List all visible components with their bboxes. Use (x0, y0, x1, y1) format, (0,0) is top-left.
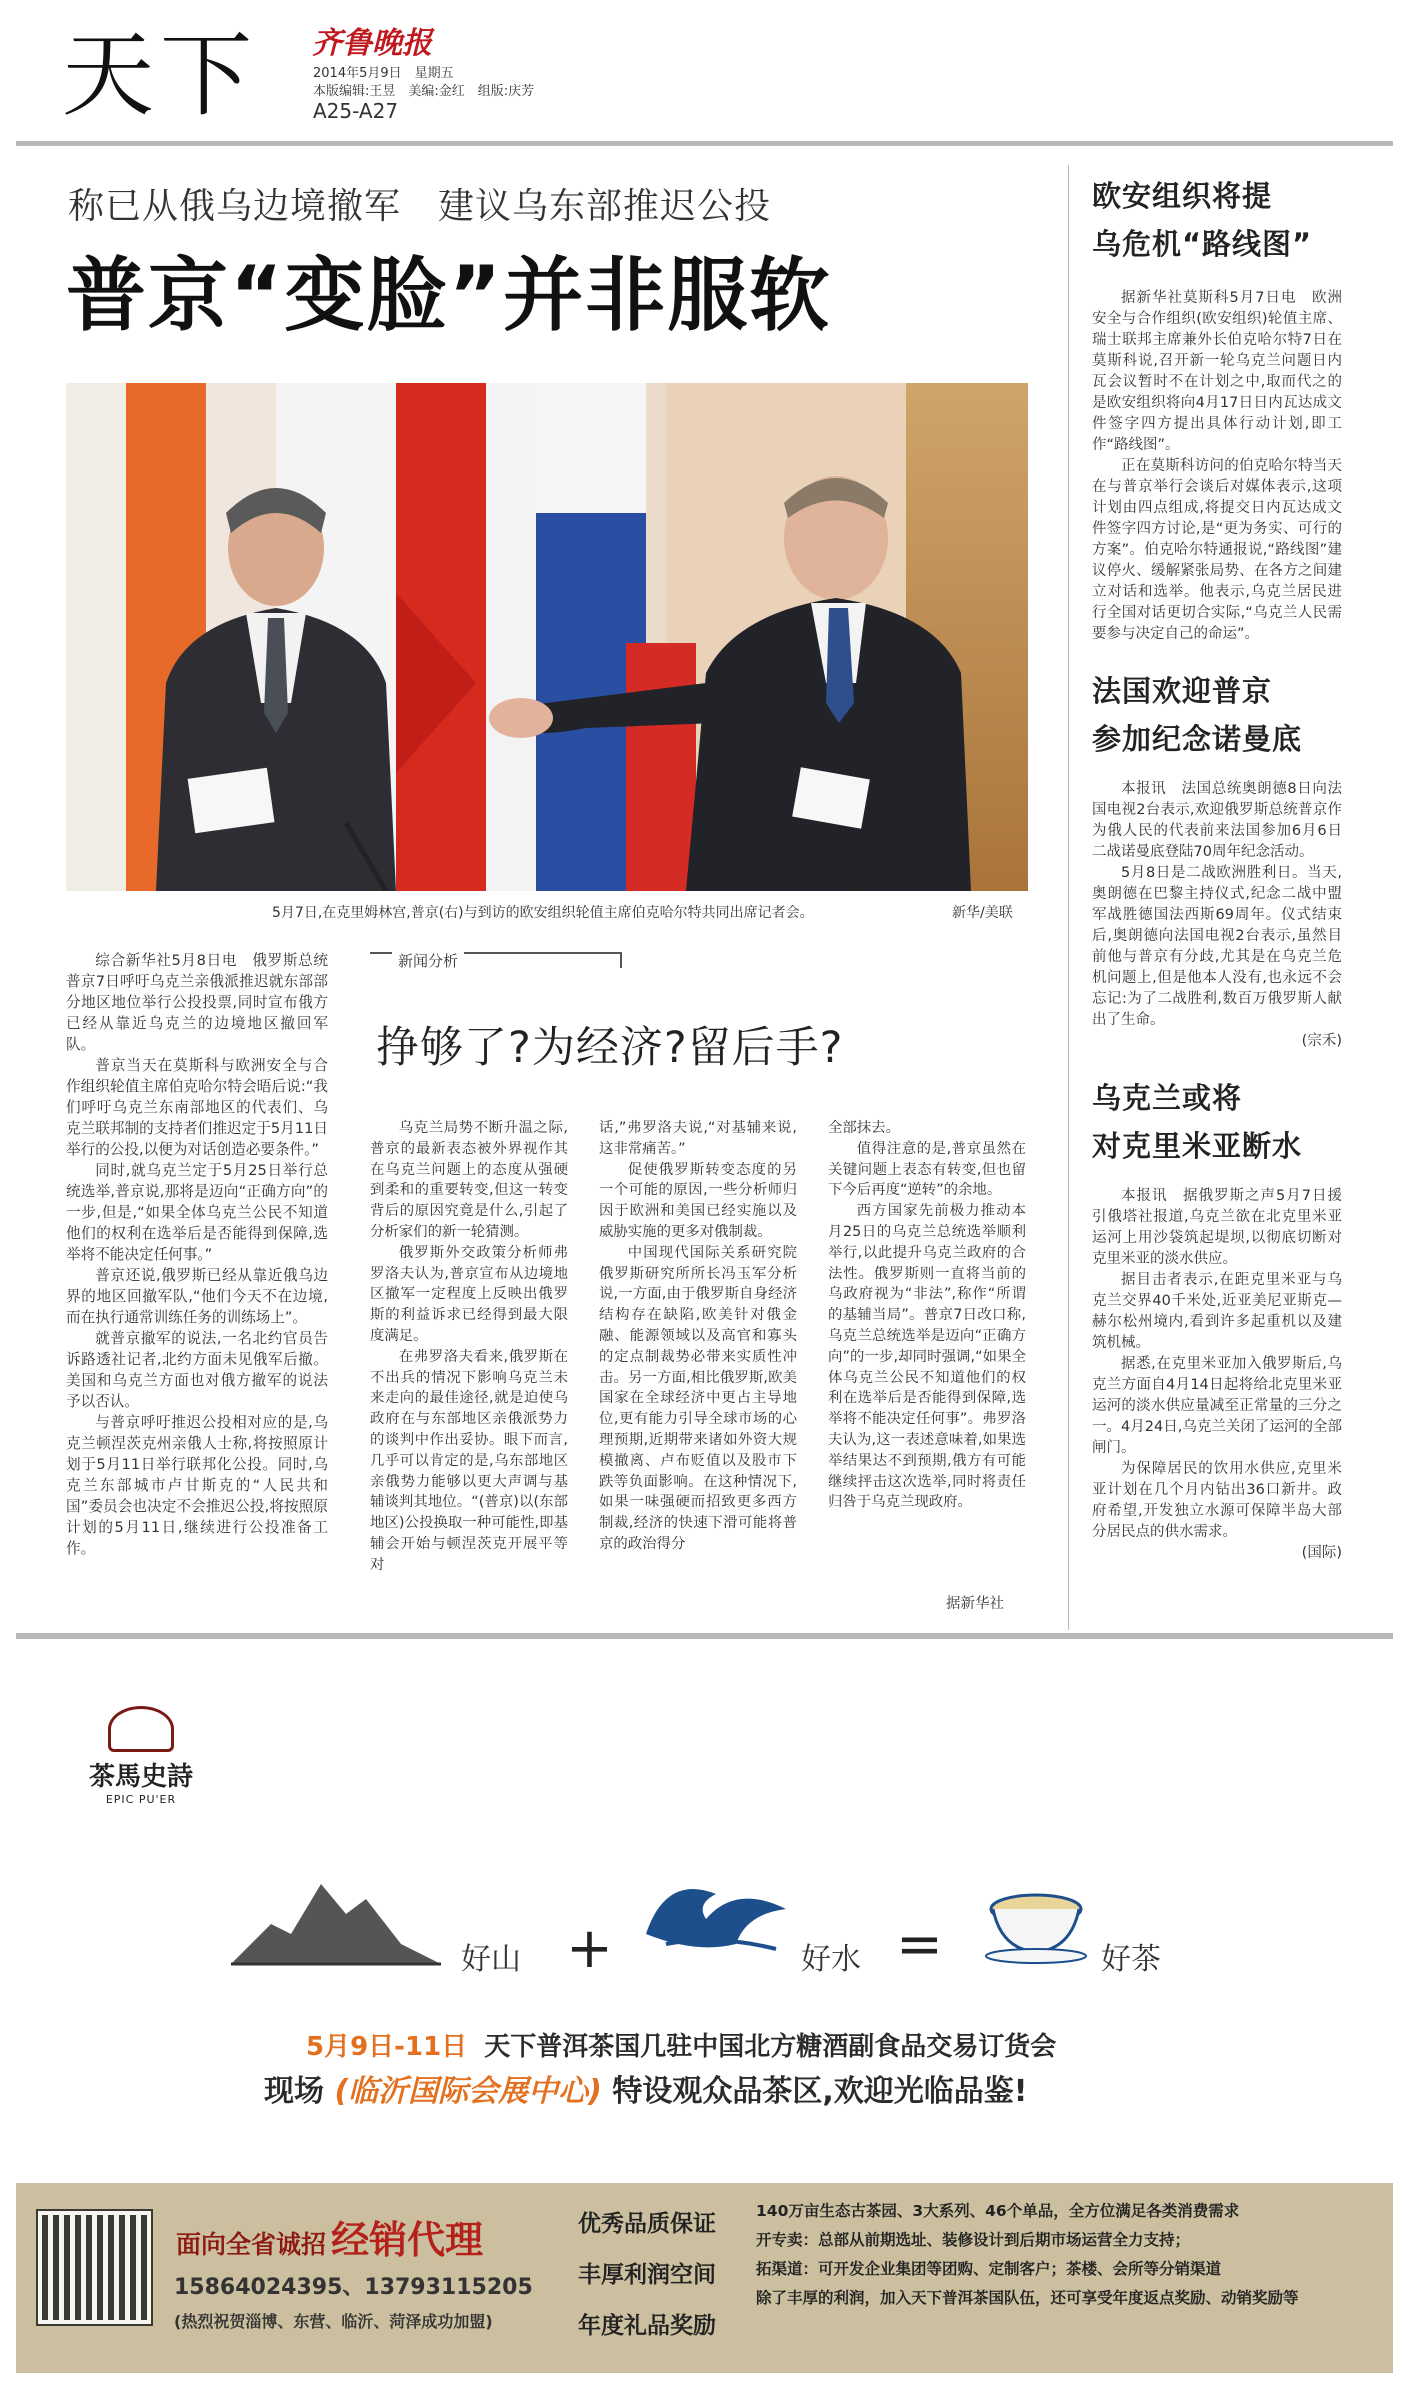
sidebar-title-line: 法国欢迎普京 (1092, 674, 1273, 708)
lead-photo (66, 383, 1028, 891)
analysis-paragraph: 西方国家先前极力推动本月25日的乌克兰总统选举顺利举行,以此提升乌克兰政府的合法性。俄罗斯则一直将当前的乌政府视为“非法”,称作“所谓的基辅当局”。普京7日改口称,乌克兰总统选举是迈向“正确方向”的一步,却同时强调,“如果全体乌克兰公民不知道他们的权利在选举后是否能得到保障,选举将不能决定任何事”。弗罗洛夫认为,这一表述意味着,如果选举结果达不到预期,俄方有可能继续抨击这次选举,同时将责任归咎于乌克兰现政府。 (828, 1203, 1026, 1511)
lead-body (66, 950, 328, 1559)
sidebar-divider (1068, 165, 1069, 1630)
event-title: 天下普洱茶国几驻中国北方糖酒副食品交易订货会 (484, 2032, 1057, 2062)
lead-paragraph: 同时,就乌克兰定于5月25日举行总统选举,普京说,那将是迈向“正确方向”的一步,但是,“如果全体乌克兰公民不知道他们的权利在选举后是否能得到保障,选举将不能决定任何事。” (66, 1162, 328, 1263)
photo-caption: 5月7日,在克里姆林宫,普京(右)与到访的欧安组织轮值主席伯克哈尔特共同出席记者会。 (272, 905, 814, 921)
sidebar-story (1092, 172, 1342, 645)
masthead-rule (16, 141, 1393, 146)
event-invite: 特设观众品茶区,欢迎光临品鉴! (612, 2074, 1028, 2109)
analysis-paragraph: 值得注意的是,普京虽然在关键问题上表态有转变,但也留下今后再度“逆转”的余地。 (828, 1140, 1026, 1199)
ad-top-rule (16, 1633, 1393, 1639)
benefit-item: 年度礼品奖励 (578, 2313, 716, 2339)
detail-line: 拓渠道：可开发企业集团等团购、定制客户；茶楼、会所等分销渠道 (756, 2260, 1222, 2278)
lead-paragraph: 与普京呼吁推迟公投相对应的是,乌克兰顿涅茨克州亲俄人士称,将按照原计划于5月11日举行联邦化公投。同时,乌克兰东部城市卢甘斯克的“人民共和国”委员会也决定不会推迟公投,将按照原计划的5月11日,继续进行公投准备工作。 (66, 1414, 328, 1557)
analysis-paragraph: 乌克兰局势不断升温之际,普京的最新表态被外界视作其在乌克兰问题上的态度从强硬到柔和的重要转变,但这一转变背后的原因究竟是什么,引起了分析家们的新一轮猜测。 (370, 1120, 568, 1240)
sidebar-paragraph: 据新华社莫斯科5月7日电 欧洲安全与合作组织(欧安组织)轮值主席、瑞士联邦主席兼外长伯克哈尔特7日在莫斯科说,召开新一轮乌克兰问题日内瓦会议暂时不在计划之中,取而代之的是欧安组织将向4月17日日内瓦达成文件签字四方提出具体行动计划,即工作“路线图”。 (1092, 290, 1342, 453)
sidebar-story-title (1092, 667, 1342, 763)
analysis-headline: 挣够了?为经济?留后手? (376, 1023, 844, 1073)
detail-line: 140万亩生态古茶园、3大系列、46个单品，全方位满足各类消费需求 (756, 2202, 1240, 2220)
details-list (756, 2197, 1376, 2313)
formula-plus: + (566, 1916, 613, 1981)
recruit-banner (16, 2183, 1393, 2373)
detail-line: 开专卖：总部从前期选址、装修设计到后期市场运营全力支持； (756, 2231, 1191, 2249)
analysis-paragraph: 中国现代国际关系研究院俄罗斯研究所所长冯玉军分析说,一方面,由于俄罗斯自身经济结构存在缺陷,欧美针对俄金融、能源领域以及高官和寡头的定点制裁势必带来实质性冲击。另一方面,相比俄罗斯,欧美国家在全球经济中更占主导地位,更有能力引导全球市场的心理预期,近期带来诸如外资大规模撤离、卢布贬值以及股市下跌等负面影响。在这种情况下,如果一味强硬而招致更多西方制裁,经济的快速下滑可能将普京的政治得分 (599, 1244, 797, 1552)
formula-tea-label: 好茶 (1101, 1942, 1161, 1977)
benefit-item: 丰厚利润空间 (578, 2262, 716, 2288)
editors-line: 本版编辑:王昱 美编:金红 组版:庆芳 (313, 84, 535, 99)
brand-name: 茶馬史詩 (88, 1762, 193, 1792)
sidebar (1092, 172, 1342, 1564)
recruit-title (176, 2209, 483, 2264)
event-line-1 (306, 2026, 1056, 2063)
event-venue: (临沂国际会展中心) (334, 2074, 602, 2109)
recruit-phones: 15864024395、13793115205 (174, 2275, 533, 2300)
sidebar-story-title (1092, 172, 1342, 268)
lead-paragraph: 综合新华社5月8日电 俄罗斯总统普京7日呼吁乌克兰亲俄派推迟就东部部分地区地位举行公投投票,同时宣布俄方已经从靠近乌克兰的边境地区撤回军队。 (66, 952, 328, 1053)
sidebar-paragraph: 为保障居民的饮用水供应,克里米亚计划在几个月内钻出36口新井。政府希望,开发独立水源可保障半岛大部分居民点的供水需求。 (1092, 1461, 1342, 1540)
lead-paragraph: 普京还说,俄罗斯已经从靠近俄乌边界的地区回撤军队,“他们今天不在边境,而在执行通常训练任务的训练场上”。 (66, 1267, 328, 1326)
qr-code-icon (38, 2211, 151, 2324)
sidebar-paragraph: 据目击者表示,在距克里米亚与乌克兰交界40千米处,近亚美尼亚斯克—赫尔松州境内,看到许多起重机以及建筑机械。 (1092, 1272, 1342, 1351)
benefits-list (578, 2199, 716, 2352)
event-dates: 5月9日-11日 (306, 2032, 468, 2062)
analysis-paragraph: 话,”弗罗洛夫说,“对基辅来说,这非常痛苦。” (599, 1120, 797, 1157)
recruit-title-prefix: 面向全省诚招 (176, 2230, 327, 2259)
brand-logo (86, 1706, 196, 1806)
detail-line: 除了丰厚的利润，加入天下普洱茶国队伍，还可享受年度返点奖励、动销奖励等 (756, 2289, 1299, 2307)
sidebar-paragraph: 5月8日是二战欧洲胜利日。当天,奥朗德在巴黎主持仪式,纪念二战中盟军战胜德国法西斯69周年。仪式结束后,奥朗德向法国电视2台表示,虽然目前他与普京有分歧,尤其是在乌克兰危机问题上,但是他本人没有,也永远不会忘记:为了二战胜利,数百万俄罗斯人献出了生命。 (1092, 865, 1342, 1028)
lead-headline: 普京“变脸”并非服软 (66, 249, 832, 342)
lead-paragraph: 普京当天在莫斯科与欧洲安全与合作组织轮值主席伯克哈尔特会晤后说:“我们呼吁乌克兰东南部地区的代表们、乌克兰联邦制的支持者们推迟定于5月11日举行的公投,以便为对话创造必要条件。” (66, 1057, 328, 1158)
lead-paragraph: 就普京撤军的说法,一名北约官员告诉路透社记者,北约方面未见俄军后撤。美国和乌克兰方面也对俄方撤军的说法予以否认。 (66, 1330, 328, 1410)
mountain-icon (231, 1864, 441, 1974)
formula-water-label: 好水 (801, 1942, 861, 1977)
sidebar-paragraph: 本报讯 法国总统奥朗德8日向法国电视2台表示,欢迎俄罗斯总统普京作为俄人民的代表前来法国参加6月6日二战诺曼底登陆70周年纪念活动。 (1092, 781, 1342, 860)
analysis-col-1 (370, 1118, 568, 1576)
date-line: 2014年5月9日 星期五 (313, 66, 454, 81)
recruit-title-main: 经销代理 (331, 2218, 484, 2262)
analysis-col-2 (599, 1118, 797, 1555)
sidebar-story (1092, 1074, 1342, 1564)
photo-illustration (66, 383, 1028, 891)
recruit-cities: (热烈祝贺淄博、东营、临沂、菏泽成功加盟) (174, 2312, 493, 2331)
analysis-paragraph: 全部抹去。 (828, 1120, 900, 1136)
photo-credit: 新华/美联 (952, 905, 1013, 921)
formula-mountain-label: 好山 (461, 1942, 521, 1977)
benefit-item: 优秀品质保证 (578, 2211, 716, 2237)
section-title: 天下 (62, 22, 259, 129)
page-range: A25-A27 (313, 99, 399, 123)
sidebar-story-body (1092, 779, 1342, 1052)
event-prefix: 现场 (264, 2074, 324, 2109)
sidebar-title-line: 对克里米亚断水 (1092, 1129, 1303, 1163)
formula-equals: = (896, 1912, 943, 1977)
brand-emblem-icon (108, 1706, 174, 1752)
sidebar-story-body (1092, 1186, 1342, 1564)
analysis-paragraph: 促使俄罗斯转变态度的另一个可能的原因,一些分析师归因于欧洲和美国已经实施以及威胁实施的更多对俄制裁。 (599, 1161, 797, 1240)
sidebar-title-line: 乌克兰或将 (1092, 1081, 1243, 1115)
analysis-paragraph: 俄罗斯外交政策分析师弗罗洛夫认为,普京宣布从边境地区撤军一定程度上反映出俄罗斯的利益诉求已经得到最大限度满足。 (370, 1244, 568, 1344)
water-wave-icon (636, 1864, 796, 1964)
analysis-col-3 (828, 1118, 1026, 1513)
teacup-icon (981, 1884, 1091, 1964)
sidebar-source: (宗禾) (1301, 1033, 1342, 1049)
sidebar-title-line: 欧安组织将提 (1092, 179, 1273, 213)
analysis-tag-label: 新闻分析 (392, 950, 464, 971)
analysis-tag (370, 952, 622, 968)
sidebar-paragraph: 本报讯 据俄罗斯之声5月7日援引俄塔社报道,乌克兰欲在北克里米亚运河上用沙袋筑起堤坝,以彻底切断对克里米亚的淡水供应。 (1092, 1188, 1342, 1267)
sidebar-title-line: 参加纪念诺曼底 (1092, 722, 1303, 756)
event-line-2 (264, 2066, 1027, 2110)
sidebar-title-line: 乌危机“路线图” (1092, 227, 1313, 261)
analysis-source: 据新华社 (946, 1596, 1004, 1612)
lead-kicker: 称已从俄乌边境撤军 建议乌东部推迟公投 (68, 186, 772, 227)
sidebar-paragraph: 据悉,在克里米亚加入俄罗斯后,乌克兰方面自4月14日起将给北克里米亚运河的淡水供应量减至正常量的三分之一。4月24日,乌克兰关闭了运河的全部闸门。 (1092, 1356, 1342, 1456)
sidebar-story-body (1092, 288, 1342, 645)
sidebar-source: (国际) (1301, 1545, 1342, 1561)
paper-logo: 齐鲁晚报 (312, 26, 432, 61)
sidebar-paragraph: 正在莫斯科访问的伯克哈尔特当天在与普京举行会谈后对媒体表示,这项计划由四点组成,将提交日内瓦达成文件签字四方讨论,是“更为务实、可行的方案”。伯克哈尔特通报说,“路线图”建议停火、缓解紧张局势、在各方之间建立对话和选举。他表示,乌克兰居民进行全国对话更切合实际,“乌克兰人民需要参与决定自己的命运”。 (1092, 458, 1342, 642)
sidebar-story-title (1092, 1074, 1342, 1170)
sidebar-story (1092, 667, 1342, 1052)
analysis-paragraph: 在弗罗洛夫看来,俄罗斯在不出兵的情况下影响乌克兰未来走向的最佳途径,就是迫使乌政府在与东部地区亲俄派势力的谈判中作出妥协。眼下而言,几乎可以肯定的是,乌东部地区亲俄势力能够以更大声调与基辅谈判其地位。“(普京)以(东部地区)公投换取一种可能性,即基辅会开始与顿涅茨克开展平等对 (370, 1348, 568, 1573)
brand-name-en: EPIC PU'ER (105, 1793, 177, 1806)
